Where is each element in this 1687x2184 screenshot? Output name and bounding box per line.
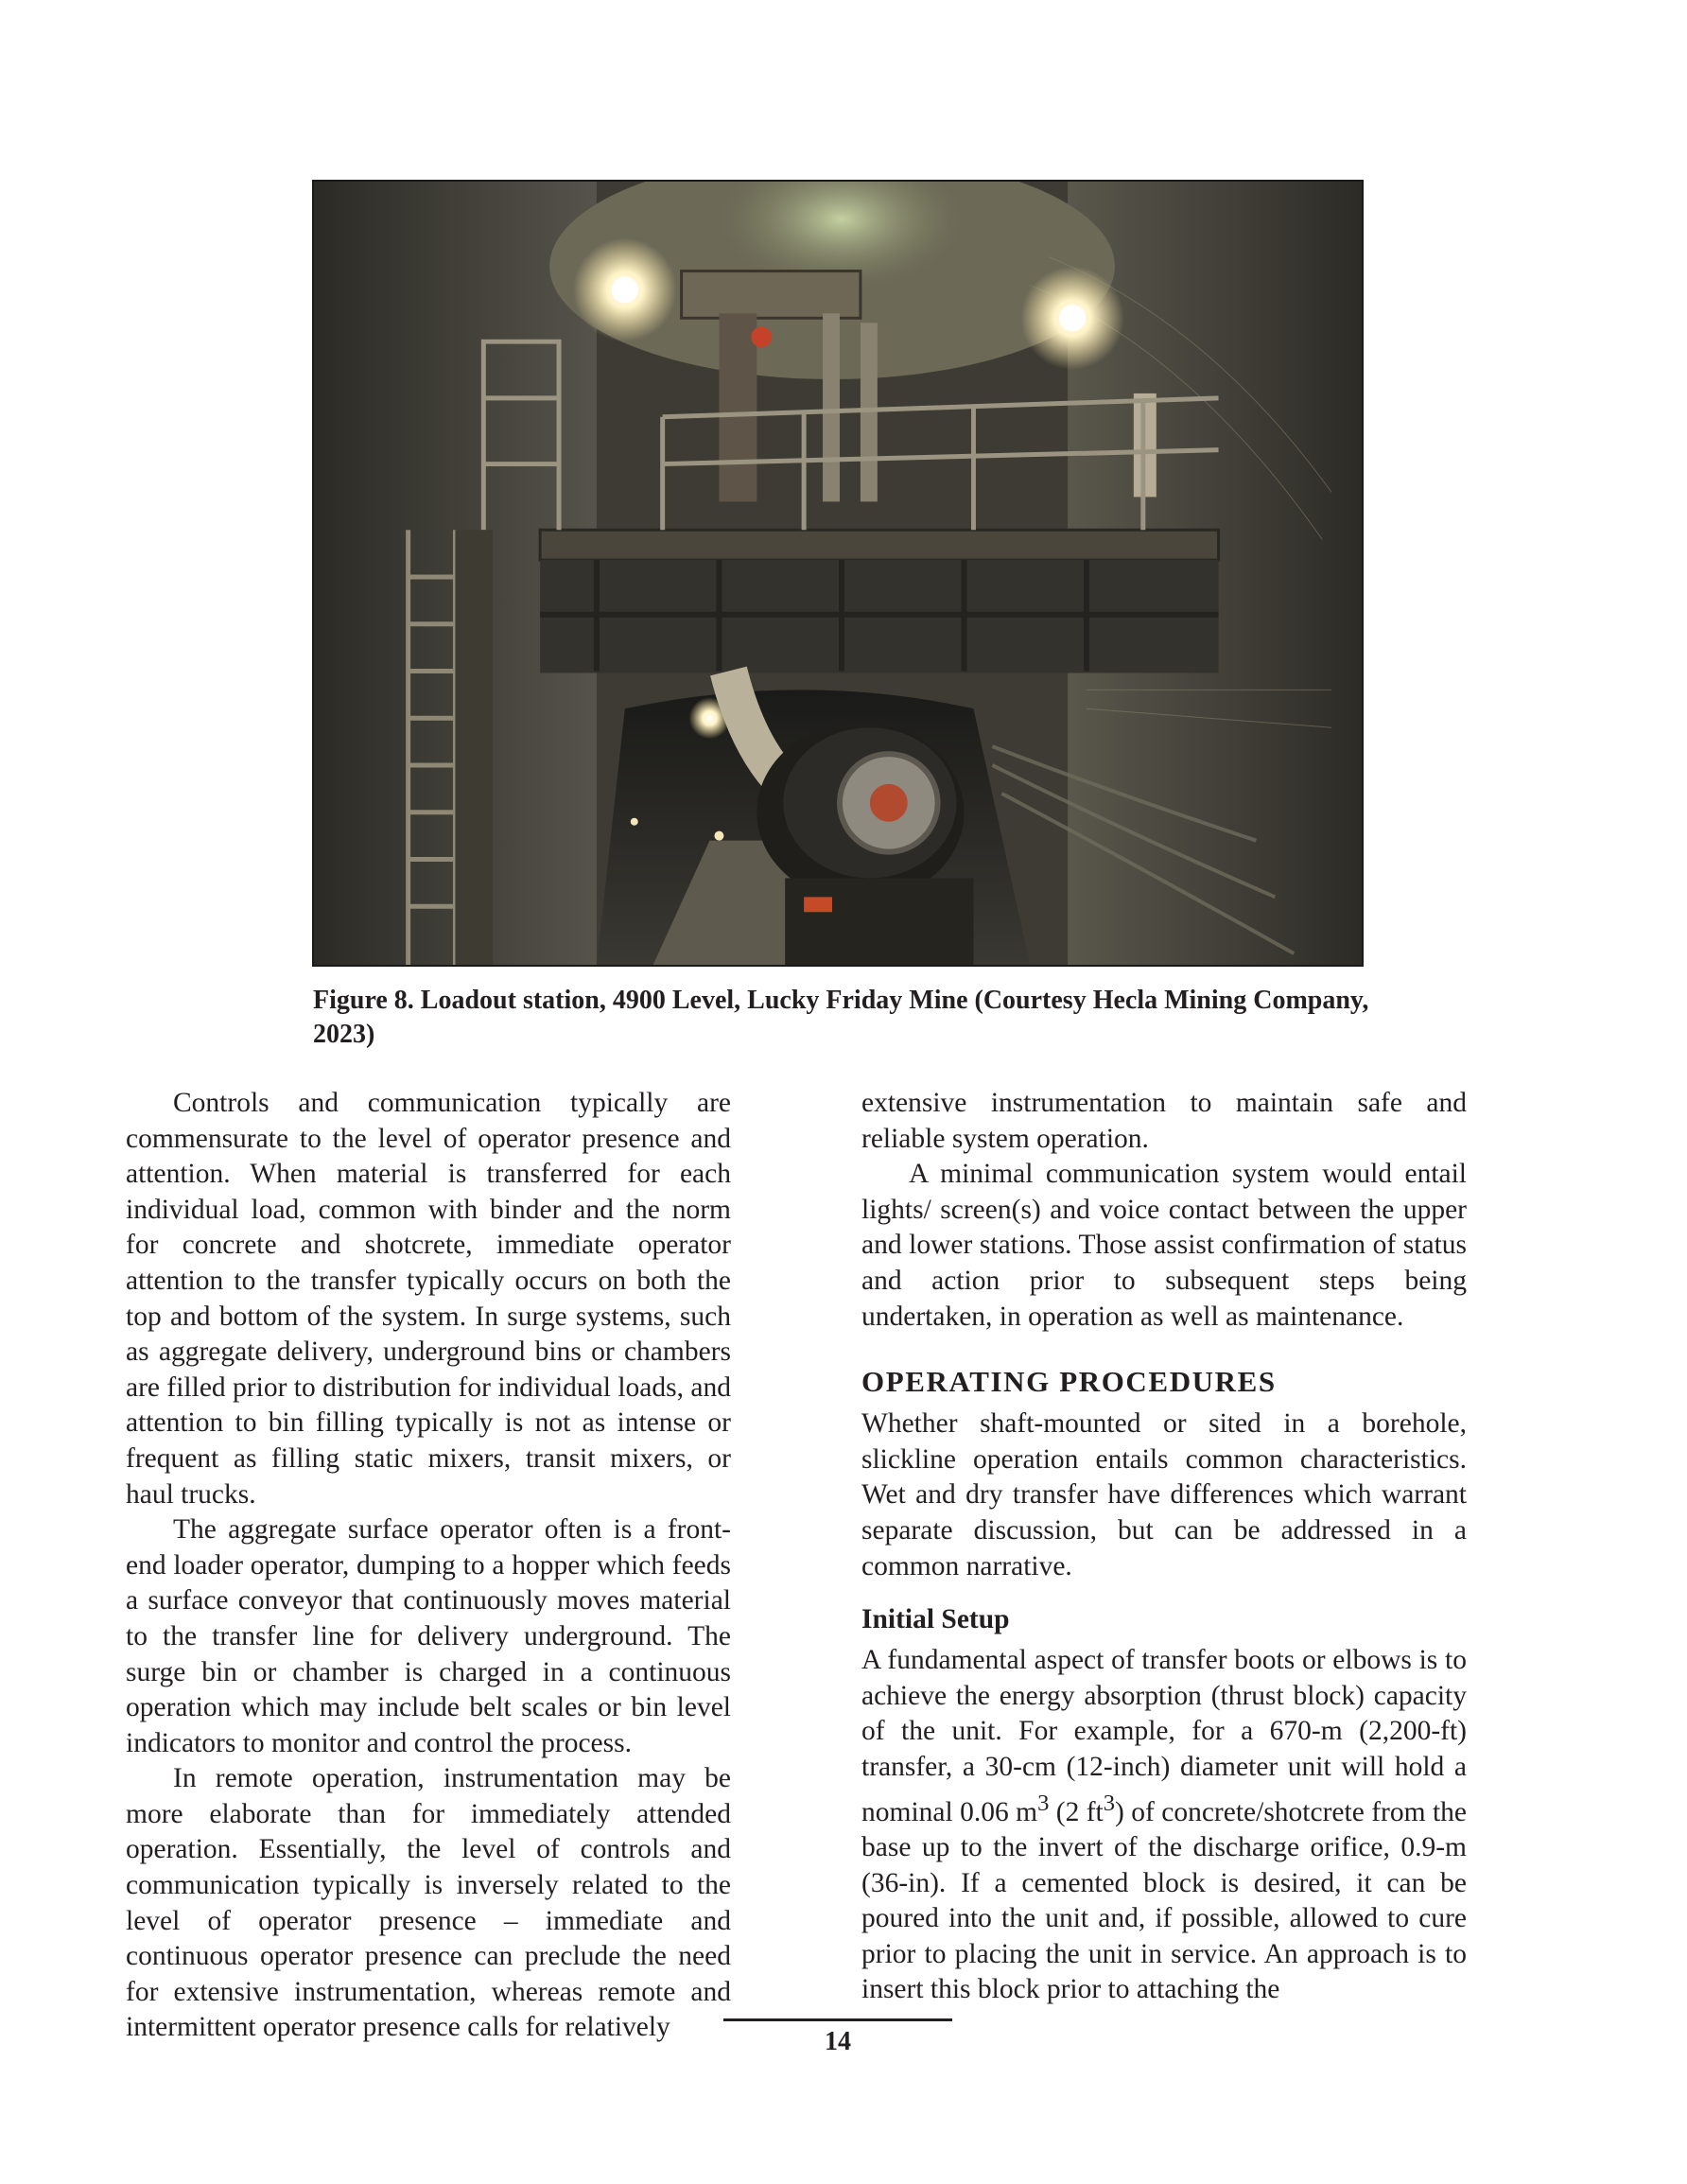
paragraph-initial-setup-part-2: (2 ft <box>1049 1796 1104 1827</box>
paragraph-initial-setup <box>861 1643 1467 2008</box>
superscript-cubic-m: 3 <box>1037 1790 1050 1816</box>
loadout-station-photo <box>312 180 1364 967</box>
left-column <box>126 1086 731 2046</box>
figure-caption-line-2: 2023) <box>313 1020 375 1049</box>
paragraph-controls: Controls and communication typically are commensurate to the level of operator presence and attention. When material is transferred for each individual load, common with binder and the norm for concrete and shotcrete, immediate operator attention to the transfer typically occurs on both the top and bottom of the system. In surge systems, such as aggregate delivery, underground bins or chambers are filled prior to distribution for individual loads, and attention to bin filling typically is not as intense or frequent as filling static mixers, transit mixers, or haul trucks. <box>126 1088 731 1510</box>
figure-caption <box>313 984 1372 1052</box>
paragraph-initial-setup-part-1: A fundamental aspect of transfer boots or elbows is to achieve the energy absorption (thrust block) capacity of the unit. For example, for a 670-m (2,200-ft) transfer, a 30-cm (12-inch) diameter unit will hold a nominal 0.06 m <box>861 1645 1467 1827</box>
section-heading: OPERATING PROCEDURES <box>861 1365 1277 1399</box>
mine-tunnel-illustration <box>314 182 1362 965</box>
figure-caption-line-1: Figure 8. Loadout station, 4900 Level, Lucky Friday Mine (Courtesy Hecla Mining Company, <box>313 986 1369 1015</box>
paragraph-slickline-operation: Whether shaft-mounted or sited in a borehole, slickline operation entails common characteristics. Wet and dry transfer have differences which warrant separate discussion, but can be addressed in a common narrative. <box>861 1408 1467 1581</box>
paragraph-remote-operation: In remote operation, instrumentation may be more elaborate than for immediately attended operation. Essentially, the level of controls and communication typically is inversely related to the level of operator presence – immediate and continuous operator presence can preclude the need for extensive instrumentation, whereas remote and intermittent operator presence calls for relatively <box>126 1763 731 2043</box>
page-number: 14 <box>825 2027 851 2056</box>
paragraph-instrumentation: extensive instrumentation to maintain safe and reliable system operation. <box>861 1088 1467 1154</box>
paragraph-communication-system: A minimal communication system would entail lights/ screen(s) and voice contact between the upper and lower stations. Those assist confirmation of status and action prior to subsequent steps being undertaken, in operation as well as maintenance. <box>861 1159 1467 1332</box>
paragraph-aggregate-operator: The aggregate surface operator often is a front-end loader operator, dumping to a hopper which feeds a surface conveyor that continuously moves material to the transfer line for delivery underground. The surge bin or chamber is charged in a continuous operation which may include belt scales or bin level indicators to monitor and control the process. <box>126 1514 731 1758</box>
right-column <box>861 1086 1467 2008</box>
paragraph-initial-setup-part-3: ) of concrete/shotcrete from the base up to the invert of the discharge orifice, 0.9-m (36-in). If a cemented block is desired, it can be poured into the unit and, if possible, allowed to cure prior to placing the unit in service. An approach is to insert this block prior to attaching the <box>861 1796 1467 2005</box>
footer-rule <box>723 2018 952 2021</box>
superscript-cubic-ft: 3 <box>1103 1790 1116 1816</box>
sub-heading: Initial Setup <box>861 1604 1010 1635</box>
